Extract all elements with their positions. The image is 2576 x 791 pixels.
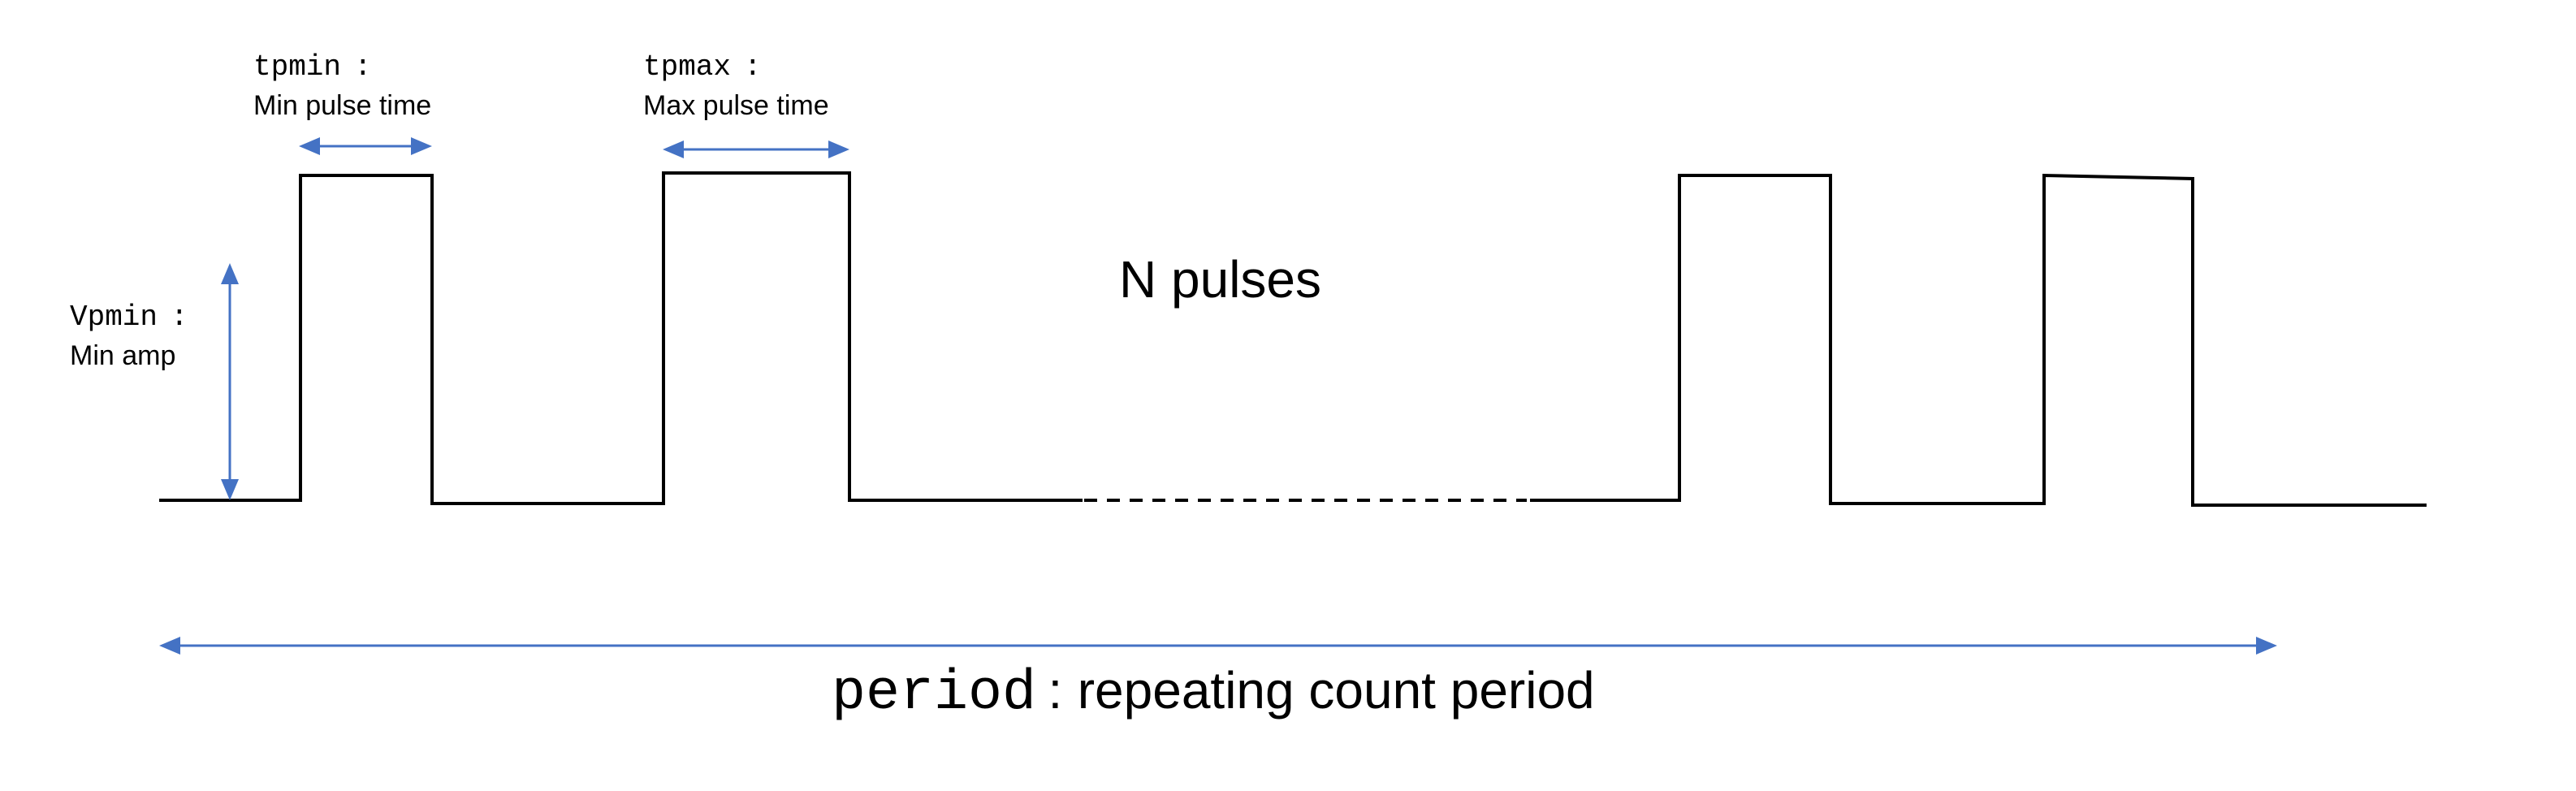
period-label	[832, 661, 1595, 726]
n-pulses-label: N pulses	[1119, 250, 1321, 309]
vpmin-code: Vpmin	[70, 300, 158, 334]
period-description: repeating count period	[1077, 661, 1595, 720]
tpmin-description: Min pulse time	[253, 90, 432, 121]
period-separator: :	[1048, 661, 1063, 720]
tpmin-separator: :	[354, 50, 372, 84]
tpmin-label	[253, 48, 372, 84]
vpmin-dimension-arrow	[221, 263, 239, 500]
tpmax-separator: :	[744, 50, 762, 84]
vpmin-label	[70, 298, 188, 334]
tpmax-dimension-arrow	[663, 140, 849, 158]
tpmin-dimension-arrow	[299, 137, 432, 155]
tpmax-code: tpmax	[643, 50, 732, 84]
tpmin-code: tpmin	[253, 50, 342, 84]
period-dimension-arrow	[159, 637, 2277, 655]
waveform-left	[159, 173, 1083, 504]
waveform-right	[1530, 175, 2427, 505]
vpmin-description: Min amp	[70, 340, 176, 371]
tpmax-label	[643, 48, 762, 84]
period-code: period	[832, 662, 1037, 726]
tpmax-description: Max pulse time	[643, 90, 829, 121]
vpmin-separator: :	[171, 300, 188, 334]
